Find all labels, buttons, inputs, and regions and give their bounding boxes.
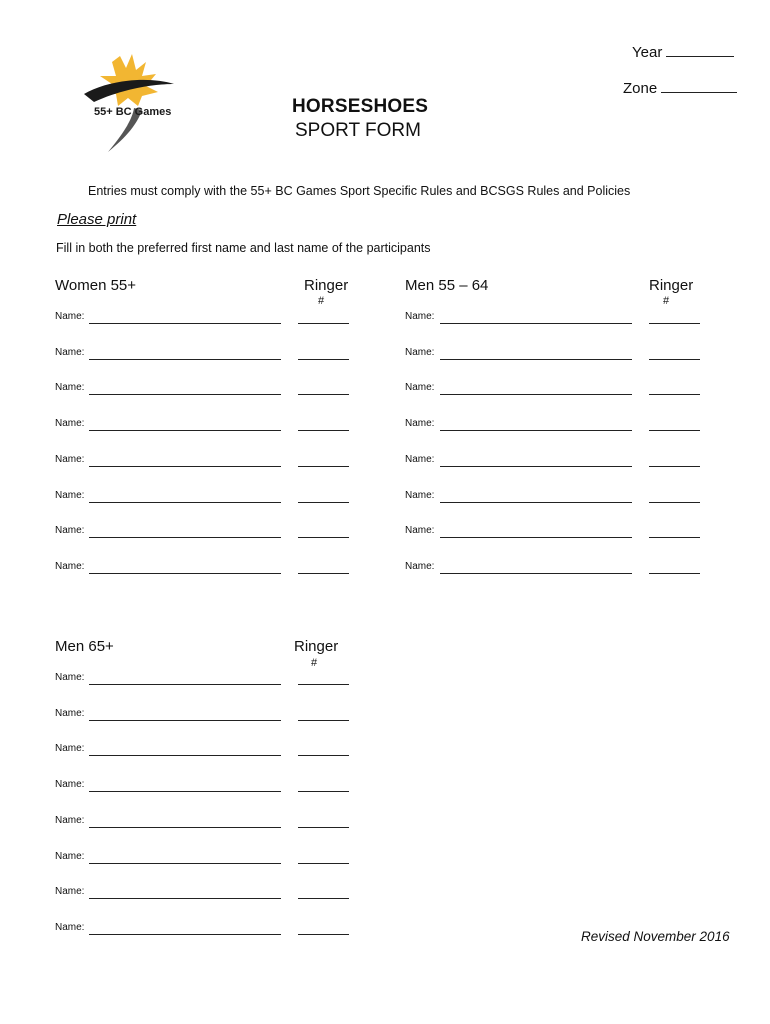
name-label: Name:: [55, 311, 85, 322]
ringer-header: Ringer: [304, 277, 349, 294]
ringer-blank[interactable]: [298, 791, 349, 792]
name-label: Name:: [55, 418, 85, 430]
please-print-text: Please print: [57, 211, 137, 228]
ringer-blank[interactable]: [298, 684, 349, 685]
name-blank[interactable]: [89, 323, 281, 324]
participant-row: [55, 561, 353, 575]
name-blank[interactable]: [89, 359, 281, 360]
name-label: Name:: [405, 560, 435, 572]
name-blank[interactable]: [440, 394, 632, 395]
name-blank[interactable]: [89, 791, 281, 792]
zone-label: Zone: [623, 80, 658, 97]
ringer-blank[interactable]: [298, 755, 349, 756]
name-label: Name:: [55, 382, 85, 394]
name-label: Name:: [55, 707, 85, 719]
name-blank[interactable]: [89, 863, 281, 864]
name-blank[interactable]: [440, 323, 632, 324]
name-label: Name:: [55, 489, 85, 501]
name-label: Name:: [55, 453, 85, 465]
zone-field[interactable]: [623, 78, 737, 97]
name-label: Name:: [405, 311, 435, 322]
ringer-hash: #: [311, 657, 318, 669]
ringer-blank[interactable]: [298, 720, 349, 721]
participant-row: [55, 382, 353, 396]
name-blank[interactable]: [89, 430, 281, 431]
ringer-header: Ringer: [649, 277, 694, 294]
ringer-blank[interactable]: [298, 502, 349, 503]
name-label: Name:: [55, 672, 85, 683]
ringer-blank[interactable]: [649, 537, 700, 538]
name-blank[interactable]: [89, 466, 281, 467]
participant-row: [55, 851, 353, 865]
maple-leaf-swoosh-icon: [78, 44, 208, 156]
name-label: Name:: [55, 886, 85, 898]
participant-row: [55, 490, 353, 504]
ringer-header: Ringer: [294, 638, 339, 655]
ringer-blank[interactable]: [298, 323, 349, 324]
section-title: Men 55 – 64: [405, 277, 489, 294]
name-blank[interactable]: [440, 573, 632, 574]
ringer-blank[interactable]: [298, 573, 349, 574]
ringer-blank[interactable]: [649, 394, 700, 395]
name-blank[interactable]: [89, 394, 281, 395]
participant-row: [405, 454, 704, 468]
name-label: Name:: [405, 346, 435, 358]
ringer-hash: #: [318, 295, 325, 307]
name-label: Name:: [55, 346, 85, 358]
fill-in-instruction: Fill in both the preferred first name and last name of the participants: [56, 241, 431, 255]
form-title: HORSESHOES: [292, 96, 429, 117]
name-label: Name:: [55, 779, 85, 791]
ringer-blank[interactable]: [649, 323, 700, 324]
name-label: Name:: [405, 418, 435, 430]
ringer-blank[interactable]: [649, 430, 700, 431]
ringer-blank[interactable]: [298, 537, 349, 538]
form-subtitle: SPORT FORM: [295, 120, 421, 141]
name-blank[interactable]: [440, 502, 632, 503]
name-blank[interactable]: [89, 827, 281, 828]
section-title: Men 65+: [55, 638, 114, 655]
participant-row: [405, 311, 704, 325]
ringer-blank[interactable]: [298, 827, 349, 828]
name-blank[interactable]: [440, 430, 632, 431]
year-label: Year: [632, 44, 663, 61]
name-blank[interactable]: [440, 359, 632, 360]
participant-row: [405, 561, 704, 575]
name-label: Name:: [405, 453, 435, 465]
ringer-blank[interactable]: [298, 898, 349, 899]
name-blank[interactable]: [89, 573, 281, 574]
name-blank[interactable]: [89, 934, 281, 935]
participant-row: [55, 311, 353, 325]
name-label: Name:: [55, 743, 85, 755]
year-blank[interactable]: [666, 42, 734, 57]
section-title: Women 55+: [55, 277, 137, 294]
ringer-blank[interactable]: [298, 466, 349, 467]
ringer-blank[interactable]: [649, 502, 700, 503]
participant-row: [405, 347, 704, 361]
name-blank[interactable]: [440, 537, 632, 538]
participant-row: [55, 525, 353, 539]
participant-row: [55, 672, 353, 686]
name-label: Name:: [405, 489, 435, 501]
ringer-blank[interactable]: [649, 573, 700, 574]
participant-row: [55, 922, 353, 936]
name-blank[interactable]: [89, 684, 281, 685]
name-label: Name:: [55, 560, 85, 572]
ringer-hash: #: [663, 295, 670, 307]
name-label: Name:: [55, 814, 85, 826]
year-field[interactable]: [632, 42, 734, 61]
participant-row: [55, 815, 353, 829]
name-blank[interactable]: [89, 720, 281, 721]
ringer-blank[interactable]: [298, 359, 349, 360]
participant-row: [55, 886, 353, 900]
participant-row: [405, 490, 704, 504]
logo-text: 55+ BC Games: [94, 106, 172, 118]
participant-row: [55, 347, 353, 361]
revised-date: Revised November 2016: [581, 929, 730, 944]
name-blank[interactable]: [89, 755, 281, 756]
name-blank[interactable]: [89, 537, 281, 538]
zone-blank[interactable]: [661, 78, 737, 93]
name-label: Name:: [55, 525, 85, 537]
name-label: Name:: [405, 525, 435, 537]
logo: [78, 44, 208, 156]
participant-row: [405, 525, 704, 539]
participant-row: [55, 454, 353, 468]
participant-row: [55, 779, 353, 793]
participant-row: [55, 708, 353, 722]
participant-row: [405, 382, 704, 396]
participant-row: [55, 743, 353, 757]
ringer-blank[interactable]: [649, 466, 700, 467]
name-label: Name:: [405, 382, 435, 394]
name-blank[interactable]: [89, 502, 281, 503]
participant-row: [55, 418, 353, 432]
name-label: Name:: [55, 921, 85, 933]
ringer-blank[interactable]: [298, 934, 349, 935]
participant-row: [405, 418, 704, 432]
name-label: Name:: [55, 850, 85, 862]
entries-rule-text: Entries must comply with the 55+ BC Games Sport Specific Rules and BCSGS Rules and Policies: [88, 184, 631, 198]
ringer-blank[interactable]: [298, 430, 349, 431]
ringer-blank[interactable]: [649, 359, 700, 360]
name-blank[interactable]: [440, 466, 632, 467]
name-blank[interactable]: [89, 898, 281, 899]
ringer-blank[interactable]: [298, 863, 349, 864]
ringer-blank[interactable]: [298, 394, 349, 395]
